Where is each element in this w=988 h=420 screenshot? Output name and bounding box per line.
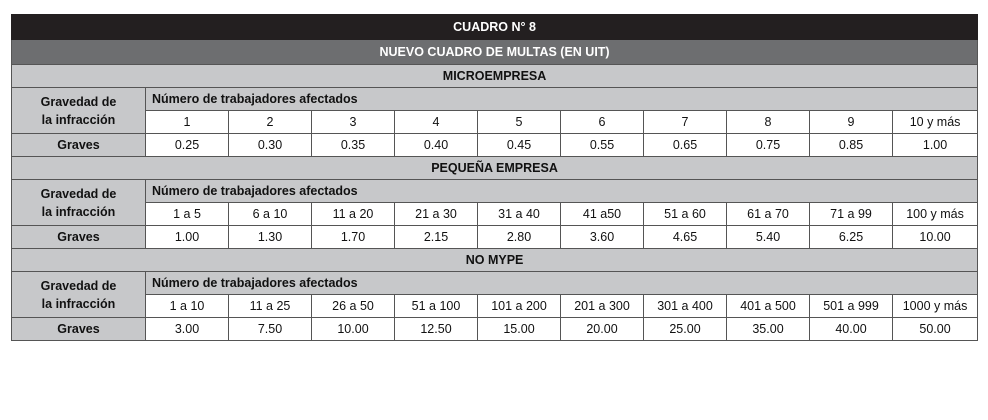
table-title: CUADRO N° 8 [12,15,978,40]
fine-value-cell: 10.00 [893,226,978,249]
fine-value-cell: 15.00 [478,318,561,341]
fine-value-cell: 0.35 [312,134,395,157]
fine-value-cell: 50.00 [893,318,978,341]
severity-header-line2: la infracción [41,112,116,127]
workers-count-cell: 3 [312,111,395,134]
fines-table [11,14,978,341]
workers-count-cell: 26 a 50 [312,295,395,318]
fine-value-cell: 0.30 [229,134,312,157]
workers-count-row [12,203,978,226]
workers-count-cell: 1 [146,111,229,134]
workers-count-cell: 21 a 30 [395,203,478,226]
workers-count-cell: 71 a 99 [810,203,893,226]
workers-count-cell: 6 [561,111,644,134]
fine-value-cell: 0.40 [395,134,478,157]
workers-count-row [12,111,978,134]
fine-value-cell: 3.60 [561,226,644,249]
section-title: MICROEMPRESA [12,65,978,88]
fine-value-cell: 5.40 [727,226,810,249]
title-row [12,15,978,40]
fine-value-cell: 7.50 [229,318,312,341]
workers-count-cell: 2 [229,111,312,134]
fine-value-cell: 20.00 [561,318,644,341]
workers-affected-label: Número de trabajadores afectados [146,180,978,203]
workers-count-cell: 11 a 25 [229,295,312,318]
fine-value-cell: 0.25 [146,134,229,157]
severity-header-line1: Gravedad de [40,94,117,109]
workers-count-cell: 101 a 200 [478,295,561,318]
workers-count-cell: 10 y más [893,111,978,134]
graves-label: Graves [12,318,146,341]
fine-value-cell: 0.45 [478,134,561,157]
workers-affected-label: Número de trabajadores afectados [146,272,978,295]
workers-count-cell: 31 a 40 [478,203,561,226]
severity-header-cell [12,272,146,318]
workers-count-cell: 201 a 300 [561,295,644,318]
fine-value-cell: 35.00 [727,318,810,341]
workers-count-cell: 1 a 5 [146,203,229,226]
fine-value-cell: 40.00 [810,318,893,341]
workers-count-cell: 8 [727,111,810,134]
fine-value-cell: 0.85 [810,134,893,157]
fine-value-cell: 2.80 [478,226,561,249]
fine-value-cell: 6.25 [810,226,893,249]
severity-header-cell [12,180,146,226]
graves-label: Graves [12,226,146,249]
workers-count-cell: 7 [644,111,727,134]
fine-value-cell: 3.00 [146,318,229,341]
graves-row [12,134,978,157]
severity-header-line2: la infracción [41,296,116,311]
fines-table-container [11,14,977,341]
fine-value-cell: 1.00 [146,226,229,249]
fine-value-cell: 0.55 [561,134,644,157]
graves-row [12,318,978,341]
workers-count-cell: 501 a 999 [810,295,893,318]
workers-count-cell: 4 [395,111,478,134]
workers-count-cell: 1 a 10 [146,295,229,318]
workers-count-cell: 401 a 500 [727,295,810,318]
section-title: PEQUEÑA EMPRESA [12,157,978,180]
workers-count-cell: 5 [478,111,561,134]
workers-count-cell: 51 a 100 [395,295,478,318]
section-header-row [12,249,978,272]
severity-header-cell [12,88,146,134]
fine-value-cell: 10.00 [312,318,395,341]
workers-label-row [12,272,978,295]
workers-count-cell: 61 a 70 [727,203,810,226]
fine-value-cell: 12.50 [395,318,478,341]
graves-label: Graves [12,134,146,157]
workers-label-row [12,180,978,203]
workers-count-cell: 51 a 60 [644,203,727,226]
fine-value-cell: 2.15 [395,226,478,249]
section-header-row [12,65,978,88]
workers-count-cell: 6 a 10 [229,203,312,226]
workers-count-cell: 9 [810,111,893,134]
workers-label-row [12,88,978,111]
fine-value-cell: 1.70 [312,226,395,249]
fine-value-cell: 1.30 [229,226,312,249]
workers-count-cell: 41 a50 [561,203,644,226]
graves-row [12,226,978,249]
severity-header-line1: Gravedad de [40,186,117,201]
fine-value-cell: 0.75 [727,134,810,157]
workers-count-cell: 11 a 20 [312,203,395,226]
table-subtitle: NUEVO CUADRO DE MULTAS (EN UIT) [12,40,978,65]
section-header-row [12,157,978,180]
workers-count-row [12,295,978,318]
fine-value-cell: 25.00 [644,318,727,341]
workers-affected-label: Número de trabajadores afectados [146,88,978,111]
fine-value-cell: 1.00 [893,134,978,157]
severity-header-line2: la infracción [41,204,116,219]
workers-count-cell: 1000 y más [893,295,978,318]
subtitle-row [12,40,978,65]
section-title: NO MYPE [12,249,978,272]
fine-value-cell: 4.65 [644,226,727,249]
fine-value-cell: 0.65 [644,134,727,157]
workers-count-cell: 100 y más [893,203,978,226]
severity-header-line1: Gravedad de [40,278,117,293]
workers-count-cell: 301 a 400 [644,295,727,318]
